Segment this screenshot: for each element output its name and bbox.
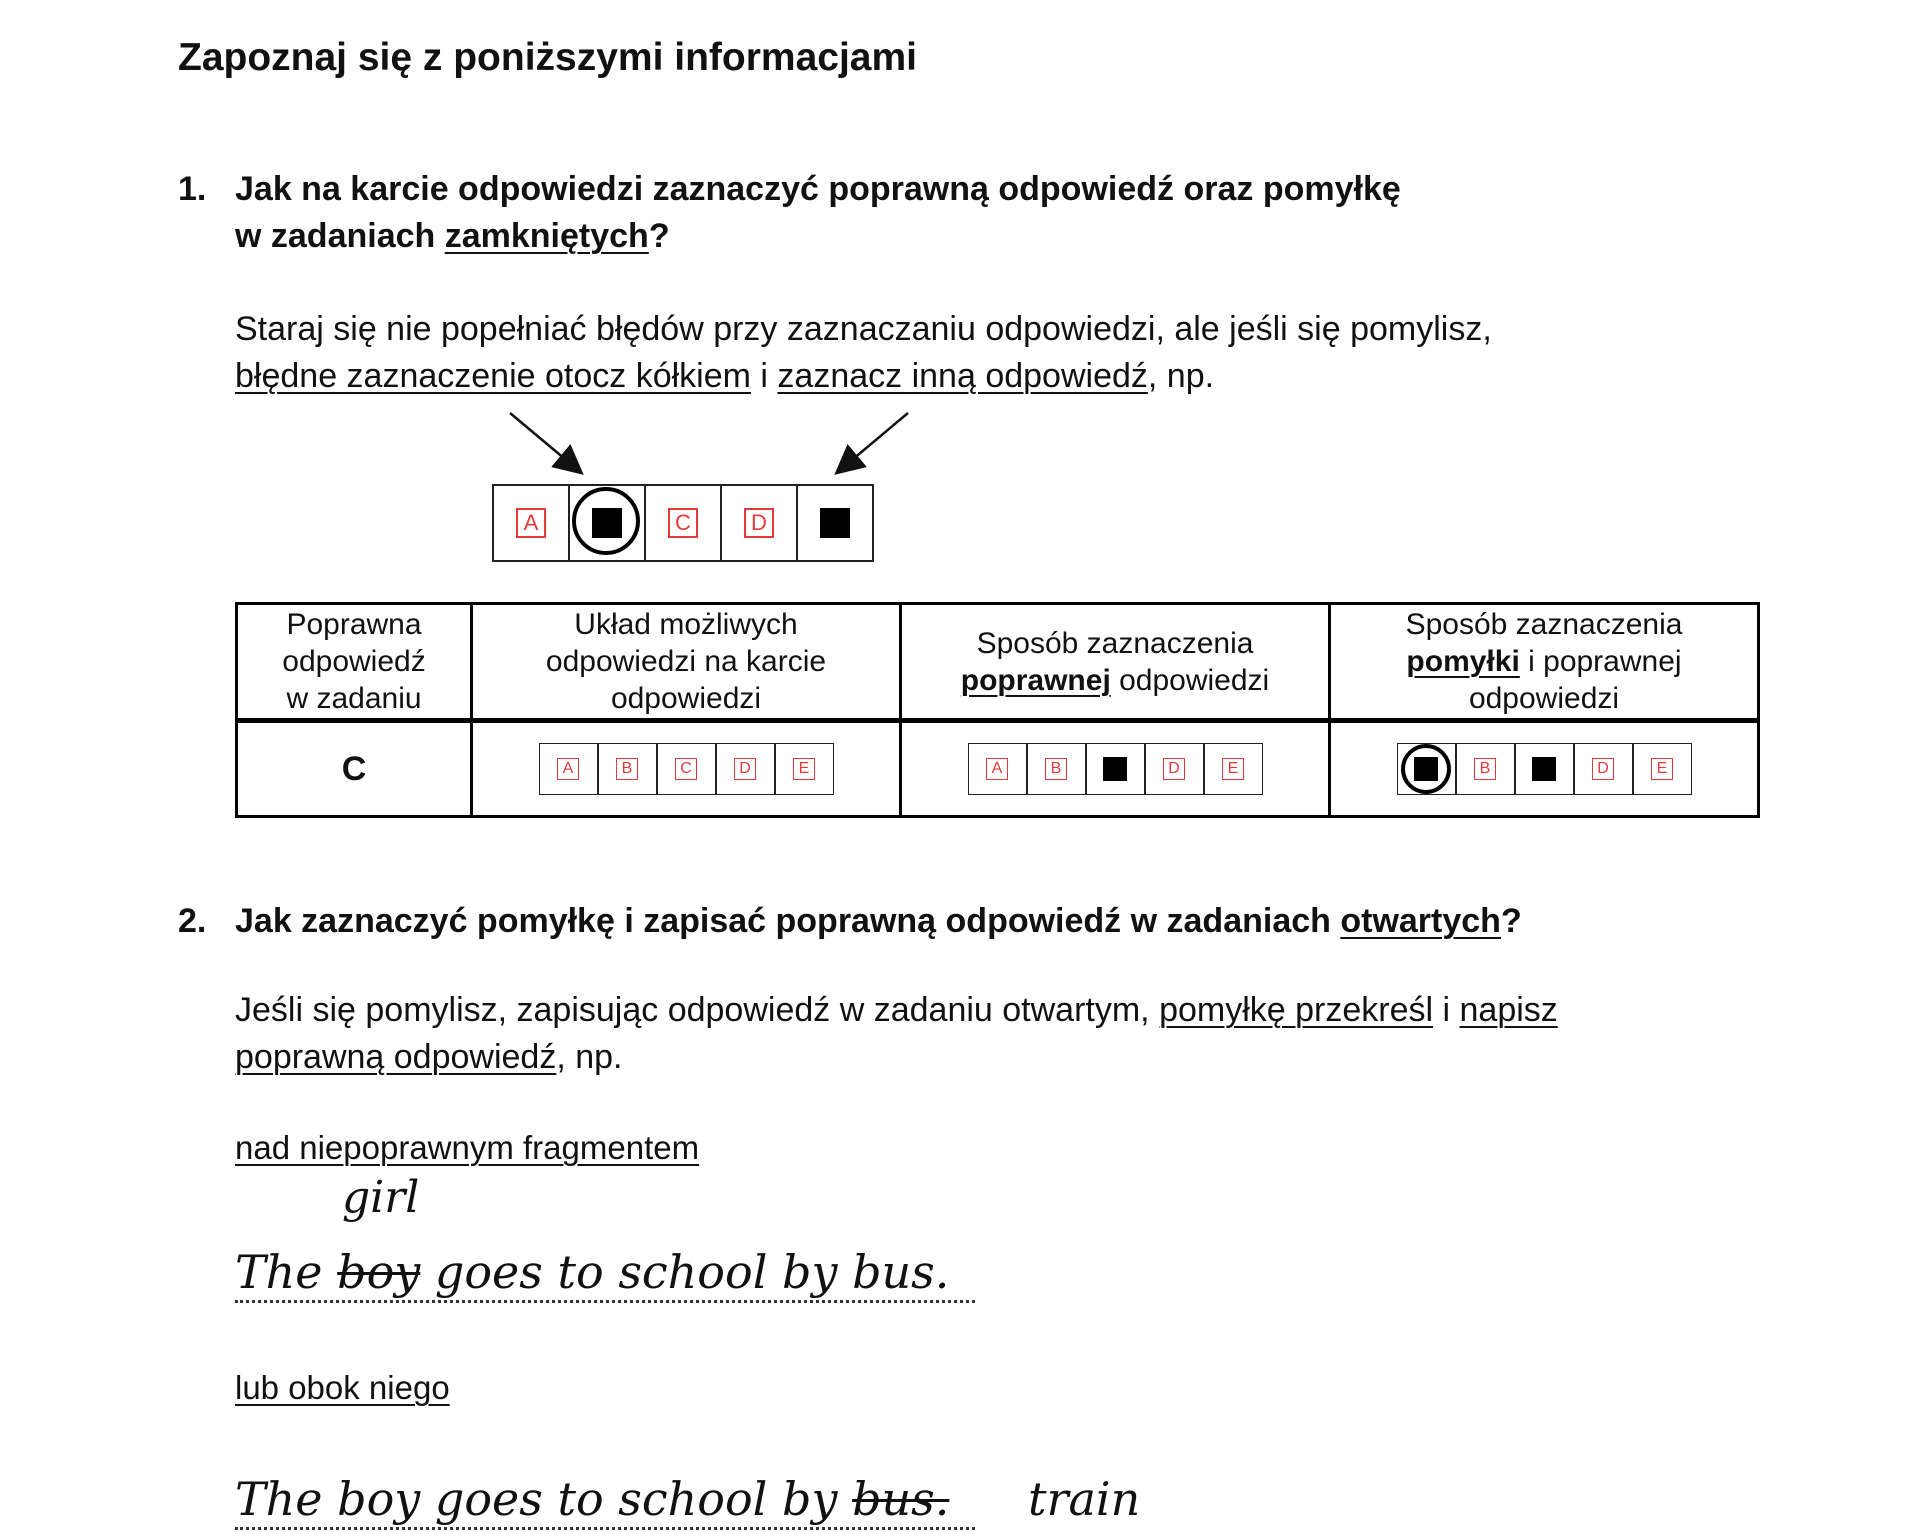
- arrow-to-circled-answer: [510, 413, 578, 470]
- example-letter-a: A: [516, 508, 546, 538]
- header-text: Sposób zaznaczenia: [1405, 608, 1683, 641]
- handwritten-sentence-2: [235, 1471, 975, 1530]
- letter-a: A: [986, 758, 1008, 780]
- header-text: [1331, 643, 1757, 680]
- handwritten-correction-train: train: [1028, 1472, 1141, 1526]
- strip-cell: [1457, 744, 1516, 794]
- strip-cell: [1146, 744, 1205, 794]
- header-text-rest: i poprawnej: [1519, 645, 1682, 678]
- label-above-fragment: nad niepoprawnym fragmentem: [235, 1129, 700, 1166]
- layout-cell: [472, 721, 901, 817]
- letter-b: B: [616, 758, 638, 780]
- strip-cell: [540, 744, 599, 794]
- question-2-instructions: [235, 987, 1558, 1081]
- header-error-marking: [1330, 604, 1759, 721]
- example-cell-c: [646, 486, 722, 560]
- correct-marking-cell: [901, 721, 1330, 817]
- marking-table: [235, 602, 1760, 818]
- sentence-2-start: The boy goes to school by: [235, 1472, 853, 1526]
- strip-cell: [1028, 744, 1087, 794]
- instruction-circle-error: błędne zaznaczenie otocz kółkiem: [235, 357, 751, 395]
- strip-cell: [658, 744, 717, 794]
- strip-cell: [776, 744, 833, 794]
- letter-c: C: [675, 758, 697, 780]
- filled-box: [1103, 757, 1127, 781]
- sentence-1-end: goes to school by bus.: [420, 1245, 950, 1299]
- instruction-np: , np.: [1147, 357, 1215, 395]
- error-circle: [1401, 744, 1451, 794]
- example-cell-e: [798, 486, 872, 560]
- question-1-line2: [235, 213, 1401, 260]
- letter-a: A: [557, 758, 579, 780]
- header-bold: pomyłki: [1406, 645, 1520, 678]
- letter-d: D: [1163, 758, 1185, 780]
- example-letter-c: C: [668, 508, 698, 538]
- instruction-mark-other: zaznacz inną odpowiedź: [777, 357, 1148, 395]
- strip-cell: [1634, 744, 1691, 794]
- table-row: [237, 721, 1759, 817]
- example-cell-b: [570, 486, 646, 560]
- question-1-keyword: zamkniętych: [444, 217, 649, 255]
- question-1-number: 1.: [178, 170, 207, 208]
- q2-write: napisz: [1459, 991, 1558, 1029]
- question-1-qmark: ?: [648, 217, 670, 255]
- q2-correct-answer: poprawną odpowiedź: [235, 1038, 557, 1076]
- strip-cell: [969, 744, 1028, 794]
- letter-e: E: [1651, 758, 1673, 780]
- strip-cell: [1516, 744, 1575, 794]
- table-header-row: [237, 604, 1759, 721]
- sentence-1-start: The: [235, 1245, 338, 1299]
- question-1-line2-pre: w zadaniach: [235, 217, 445, 255]
- label-next-to-fragment: lub obok niego: [235, 1369, 450, 1406]
- correct-marking-strip: [968, 743, 1263, 795]
- strip-cell: [717, 744, 776, 794]
- strip-cell: [1087, 744, 1146, 794]
- question-2-heading: [235, 898, 1522, 945]
- question-1-heading: [235, 166, 1401, 260]
- question-2-qmark: ?: [1500, 902, 1522, 940]
- layout-strip: [539, 743, 834, 795]
- header-correct-answer: [237, 604, 472, 721]
- strip-cell: [1398, 744, 1457, 794]
- example-cell-d: [722, 486, 798, 560]
- q2-strike-instruction: pomyłkę przekreśl: [1159, 991, 1434, 1029]
- handwritten-correction-girl: girl: [342, 1172, 420, 1223]
- correct-answer-cell: C: [237, 721, 472, 817]
- letter-b: B: [1045, 758, 1067, 780]
- error-marking-cell: [1330, 721, 1759, 817]
- instruction-and: i: [750, 357, 778, 395]
- example-cell-a: [494, 486, 570, 560]
- header-text: w zadaniu: [286, 682, 422, 715]
- handwritten-sentence-1: [235, 1244, 975, 1303]
- header-text: Poprawna: [286, 608, 422, 641]
- header-text: odpowiedź: [282, 645, 426, 678]
- q2-instructions-line2: [235, 1034, 1558, 1081]
- header-text: odpowiedzi: [610, 682, 762, 715]
- q2-np: , np.: [556, 1038, 623, 1076]
- strip-cell: [1205, 744, 1262, 794]
- header-text: [902, 662, 1328, 699]
- question-2-pre: Jak zaznaczyć pomyłkę i zapisać poprawną odpowiedź w zadaniach: [235, 902, 1341, 940]
- letter-b: B: [1474, 758, 1496, 780]
- header-text-rest: odpowiedzi: [1110, 663, 1270, 697]
- header-text: Układ możliwych: [574, 608, 798, 641]
- example-letter-d: D: [744, 508, 774, 538]
- header-layout: [472, 604, 901, 721]
- page-title: Zapoznaj się z poniższymi informacjami: [178, 36, 918, 79]
- question-1-line1: Jak na karcie odpowiedzi zaznaczyć poprawną odpowiedź oraz pomyłkę: [235, 170, 1401, 208]
- q2-and: i: [1433, 991, 1460, 1029]
- error-circle: [572, 487, 640, 555]
- sentence-2-crossed-word: bus.: [852, 1472, 950, 1526]
- header-text: Sposób zaznaczenia: [976, 626, 1254, 660]
- instructions-line1: Staraj się nie popełniać błędów przy zaznaczaniu odpowiedzi, ale jeśli się pomylisz,: [235, 310, 1492, 348]
- arrow-to-new-answer: [840, 413, 908, 470]
- sentence-1-crossed-word: boy: [337, 1245, 421, 1299]
- strip-cell: [599, 744, 658, 794]
- example-answer-strip: [492, 484, 874, 562]
- header-bold: poprawnej: [960, 663, 1111, 697]
- question-2-keyword: otwartych: [1340, 902, 1501, 940]
- strip-cell: [1575, 744, 1634, 794]
- instructions-line2: [235, 353, 1492, 400]
- example-arrows: [490, 405, 920, 495]
- filled-box: [820, 508, 850, 538]
- letter-e: E: [793, 758, 815, 780]
- header-text: odpowiedzi na karcie: [545, 645, 827, 678]
- header-correct-marking: [901, 604, 1330, 721]
- letter-e: E: [1222, 758, 1244, 780]
- q2-instructions-line1: [235, 987, 1558, 1034]
- q2-pre: Jeśli się pomylisz, zapisując odpowiedź w zadaniu otwartym,: [235, 991, 1160, 1029]
- error-marking-strip: [1397, 743, 1692, 795]
- letter-d: D: [734, 758, 756, 780]
- letter-d: D: [1592, 758, 1614, 780]
- question-2-number: 2.: [178, 902, 207, 940]
- filled-box: [1532, 757, 1556, 781]
- header-text: odpowiedzi: [1468, 682, 1620, 715]
- question-1-instructions: [235, 306, 1492, 400]
